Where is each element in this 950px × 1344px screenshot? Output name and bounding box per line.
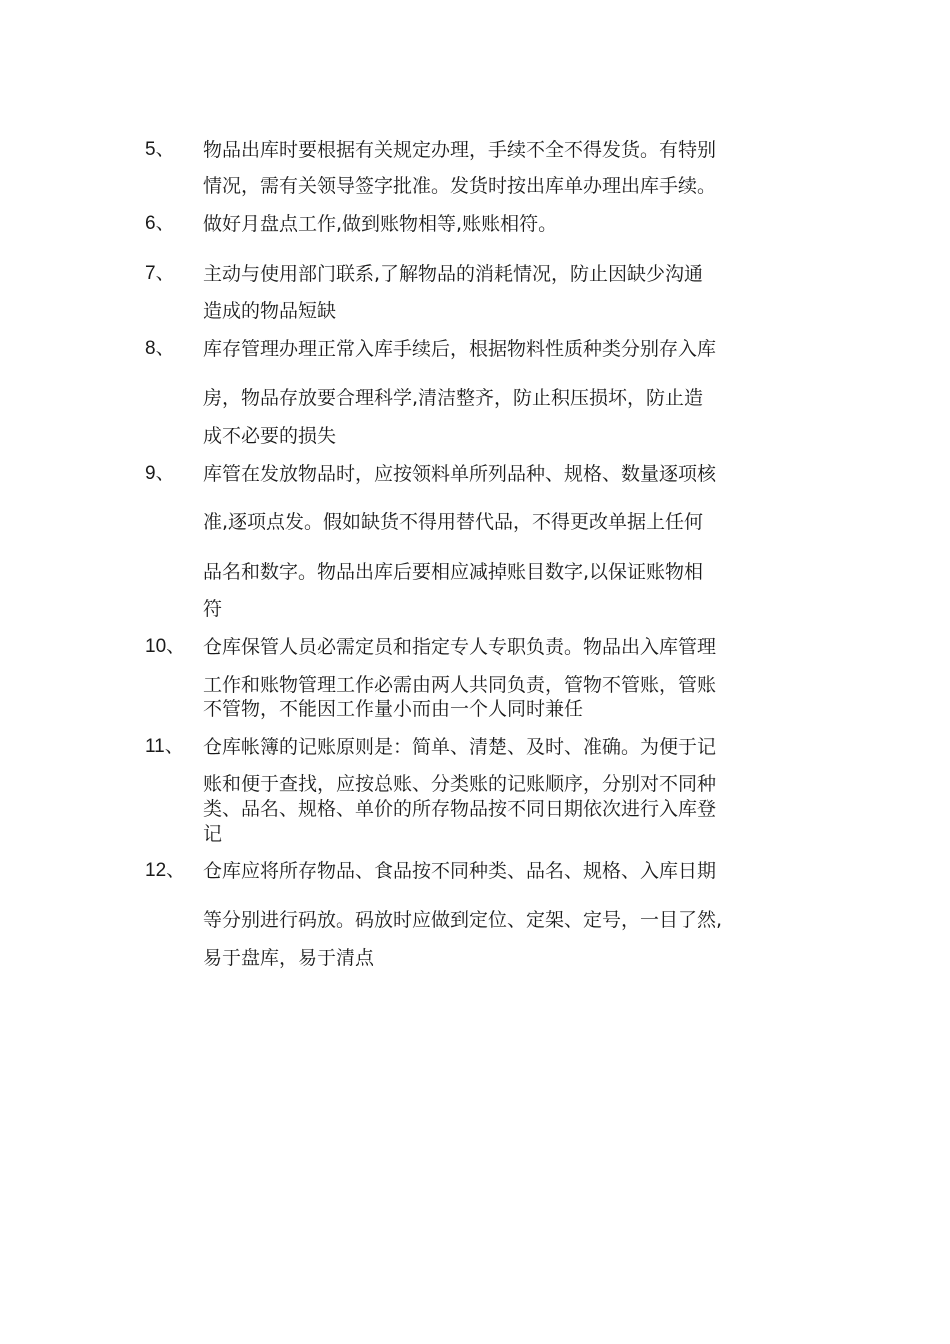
item-text-line: 情况，需有关领导签字批准。发货时按出库单办理出库手续。 xyxy=(203,175,717,197)
item-number: 5、 xyxy=(145,139,175,160)
item-text-line: 成不必要的损失 xyxy=(203,425,337,447)
item-text-line: 类、品名、规格、单价的所存物品按不同日期依次进行入库登 xyxy=(203,798,717,820)
item-text-line: 仓库帐簿的记账原则是：简单、清楚、及时、准确。为便于记 xyxy=(203,736,717,758)
item-text-line: 易于盘库，易于清点 xyxy=(203,947,375,969)
item-text-line: 符 xyxy=(203,598,223,620)
item-text-line: 仓库应将所存物品、食品按不同种类、品名、规格、入库日期 xyxy=(203,860,717,882)
item-text-line: 不管物，不能因工作量小而由一个人同时兼任 xyxy=(203,698,584,720)
item-number: 7、 xyxy=(145,263,175,284)
item-text-line: 品名和数字。物品出库后要相应减掉账目数字,以保证账物相 xyxy=(203,561,704,583)
item-text-line: 准,逐项点发。假如缺货不得用替代品，不得更改单据上任何 xyxy=(203,511,704,533)
item-text-line: 库存管理办理正常入库手续后，根据物料性质种类分别存入库 xyxy=(203,338,717,360)
item-text-line: 等分别进行码放。码放时应做到定位、定架、定号，一目了然, xyxy=(203,909,723,931)
item-number: 11、 xyxy=(145,736,184,757)
item-number: 6、 xyxy=(145,213,175,234)
item-number: 12、 xyxy=(145,860,186,881)
item-number: 9、 xyxy=(145,463,175,484)
item-text-line: 物品出库时要根据有关规定办理，手续不全不得发货。有特别 xyxy=(203,139,717,161)
item-text-line: 做好月盘点工作,做到账物相等,账账相符。 xyxy=(203,213,558,235)
item-number: 10、 xyxy=(145,636,186,657)
item-text-line: 主动与使用部门联系,了解物品的消耗情况，防止因缺少沟通 xyxy=(203,263,704,285)
item-text-line: 仓库保管人员必需定员和指定专人专职负责。物品出入库管理 xyxy=(203,636,717,658)
item-text-line: 库管在发放物品时，应按领料单所列品种、规格、数量逐项核 xyxy=(203,463,717,485)
item-number: 8、 xyxy=(145,338,175,359)
item-text-line: 造成的物品短缺 xyxy=(203,300,337,322)
item-text-line: 房，物品存放要合理科学,清洁整齐，防止积压损坏，防止造 xyxy=(203,387,704,409)
item-text-line: 记 xyxy=(203,823,223,845)
item-text-line: 账和便于查找，应按总账、分类账的记账顺序，分别对不同种 xyxy=(203,773,717,795)
item-text-line: 工作和账物管理工作必需由两人共同负责，管物不管账，管账 xyxy=(203,674,717,696)
